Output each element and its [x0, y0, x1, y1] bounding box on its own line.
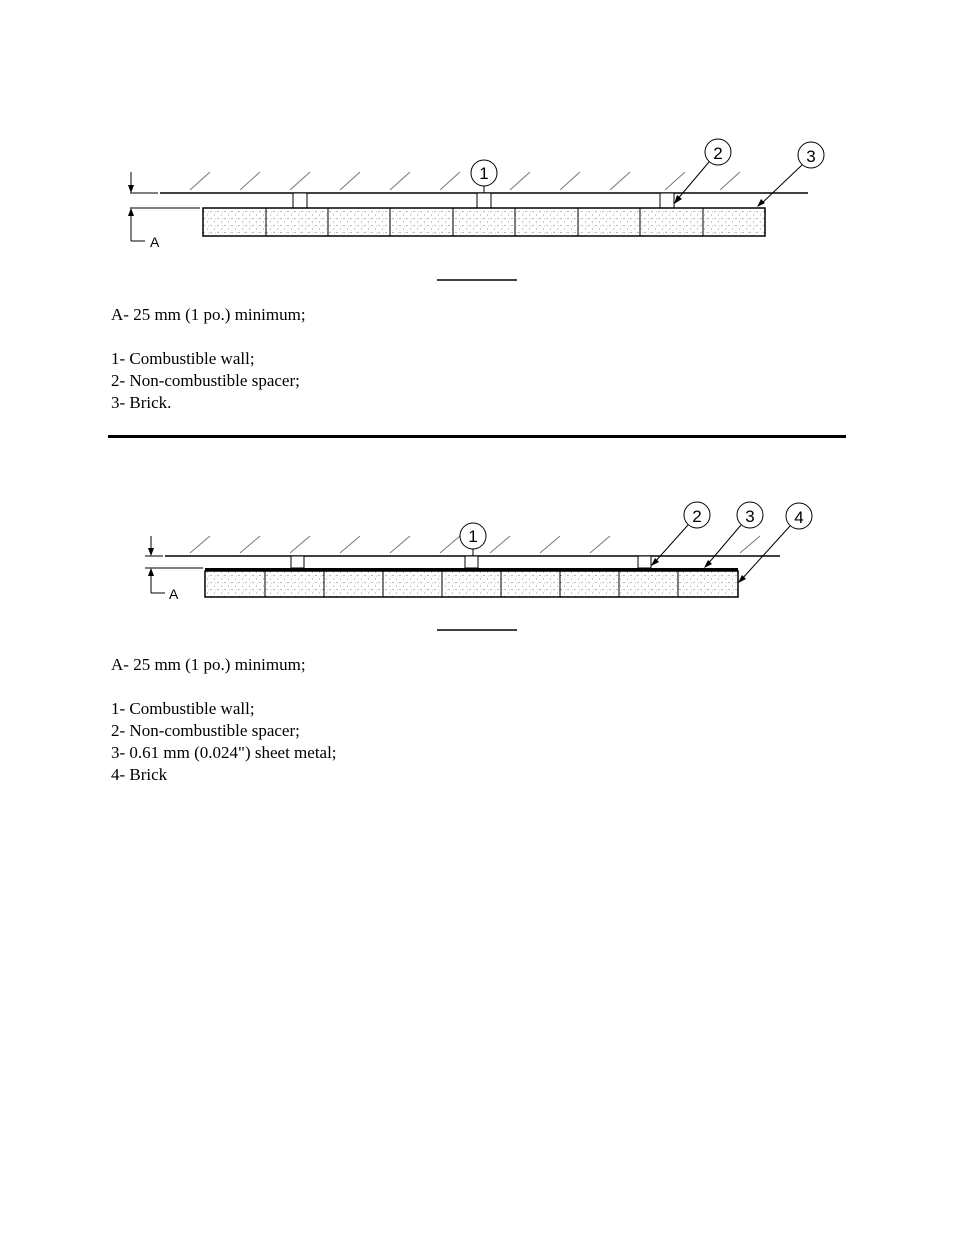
legend-item: 2- Non-combustible spacer; — [111, 721, 300, 740]
legend-item: 1- Combustible wall; — [111, 349, 255, 368]
legend-item: 3- Brick. — [111, 393, 172, 412]
callout-4: 4 — [794, 508, 804, 527]
callout-3: 3 — [745, 507, 755, 526]
spacer — [291, 556, 304, 568]
legend-item: 1- Combustible wall; — [111, 699, 255, 718]
wall-hatching — [190, 172, 740, 190]
figure-1-drawing — [0, 130, 954, 290]
legend-item: 2- Non-combustible spacer; — [111, 371, 300, 390]
brick-layer — [203, 208, 765, 236]
spacer — [293, 193, 307, 208]
dimension-note: A- 25 mm (1 po.) minimum; — [111, 305, 306, 324]
figure-2-legend — [111, 654, 337, 786]
dimension-a — [130, 172, 200, 241]
dimension-a — [145, 536, 203, 593]
spacer — [660, 193, 674, 208]
callout-2: 2 — [713, 144, 723, 163]
callout-3: 3 — [806, 147, 816, 166]
dimension-label: A — [169, 586, 179, 602]
figure-1-diagram — [0, 130, 954, 290]
dimension-note: A- 25 mm (1 po.) minimum; — [111, 655, 306, 674]
legend-item: 3- 0.61 mm (0.024") sheet metal; — [111, 743, 337, 762]
figure-2-diagram — [0, 492, 954, 642]
callout-2: 2 — [692, 507, 702, 526]
spacer — [477, 193, 491, 208]
spacer — [638, 556, 651, 568]
spacers — [293, 193, 674, 208]
brick-layer — [205, 571, 738, 597]
callout-1: 1 — [479, 164, 489, 183]
figure-2-drawing — [0, 492, 954, 642]
spacers — [291, 556, 651, 568]
section-divider — [108, 435, 846, 438]
callout-1: 1 — [468, 527, 478, 546]
dimension-label: A — [150, 234, 160, 250]
spacer — [465, 556, 478, 568]
figure-1-legend — [111, 304, 306, 414]
legend-item: 4- Brick — [111, 765, 168, 784]
